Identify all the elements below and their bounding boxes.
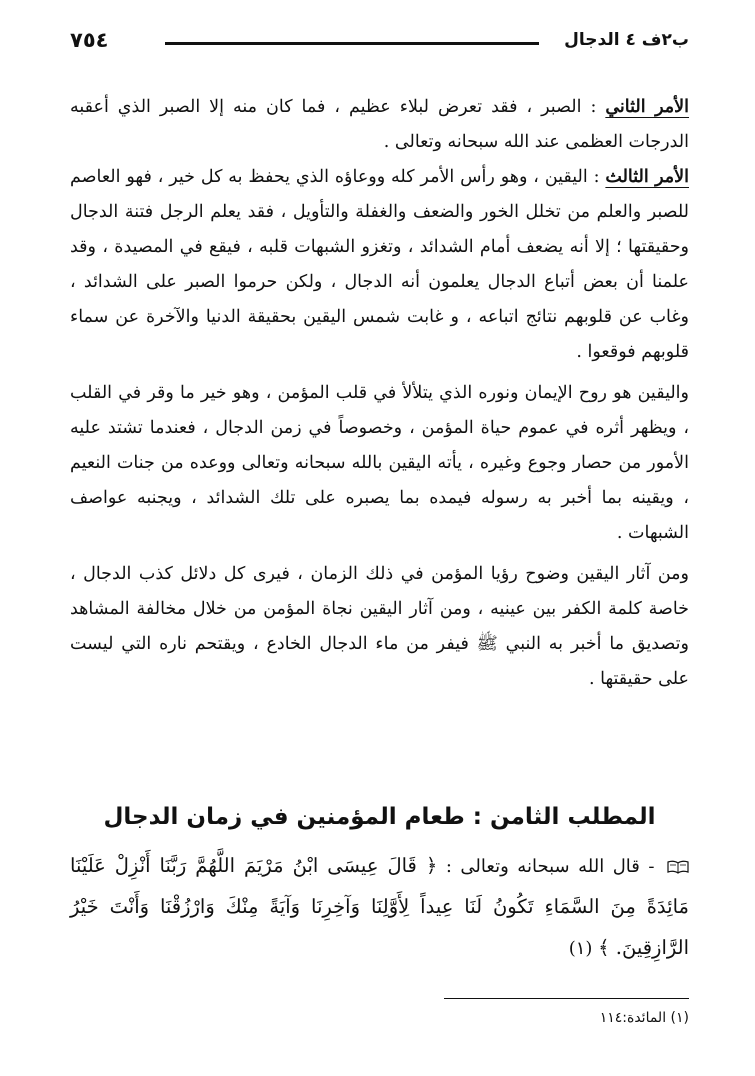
- paragraph-lead: الأمر الثاني: [605, 97, 690, 117]
- paragraph-text: : اليقين ، وهو رأس الأمر كله ووعاؤه الذي يحفظ به كل خير ، فهو العاصم للصبر والعلم من تخلل الخور والضعف والغفلة والتأويل ، فقد يعلم الرجل فتنة الدجال وحقيقتها ؛ إلا أنه يضعف أمام الشدائد ، وتغزو الشبهات قلبه ، فيقع في المصيدة ، وقد علمنا أن بعض أتباع الدجال يعلمون أنه الدجال ، ولكن حرموا الصبر على الشدائد ، وغاب عن قلوبهم نتائج اتباعه ، و غابت شمس اليقين بحقيقة الدنيا والآخرة عن سماء قلوبهم فوقعوا .: [70, 167, 689, 362]
- paragraph: [70, 90, 689, 160]
- header-rule: [165, 42, 539, 45]
- page-number: ٧٥٤: [70, 28, 109, 52]
- section-heading: المطلب الثامن : طعام المؤمنين في زمان الدجال: [103, 804, 656, 830]
- paragraph-lead: الأمر الثالث: [605, 167, 689, 187]
- body-text: [70, 90, 689, 697]
- book-icon: [667, 860, 689, 874]
- paragraph-text: : الصبر ، فقد تعرض لبلاء عظيم ، فما كان منه إلا الصبر الذي أعقبه الدرجات العظمى عند الله سبحانه وتعالى .: [70, 97, 689, 152]
- footnote-rule: [444, 998, 689, 999]
- quote-intro: - قال الله سبحانه وتعالى :: [445, 856, 655, 877]
- chapter-title: ب٢ف ٤ الدجال: [564, 30, 689, 50]
- paragraph: [70, 376, 689, 551]
- paragraph-text: ومن آثار اليقين وضوح رؤيا المؤمن في ذلك الزمان ، فيرى كل دلائل كذب الدجال ، خاصة كلمة الكفر بين عينيه ، ومن آثار اليقين نجاة المؤمن من خلال مخالفة المشاهد وتصديق ما أخبر به النبي ﷺ فيفر من ماء الدجال الخادع ، ويقتحم ناره التي ليست على حقيقتها .: [70, 564, 689, 689]
- page-header: [70, 26, 689, 60]
- paragraph: [70, 160, 689, 370]
- paragraph-text: واليقين هو روح الإيمان ونوره الذي يتلألأ في قلب المؤمن ، وهو خير ما وقر في القلب ، ويظهر أثره في عموم حياة المؤمن ، وخصوصاً في زمن الدجال ، فعندما تشتد عليه الأمور من حصار وجوع وغيره ، يأته اليقين بالله سبحانه وتعالى ووعده من جنات النعيم ، ويقينه بما أخبر به رسوله فيمده بما يصبره على تلك الشدائد ، ويجنبه عواصف الشبهات .: [70, 383, 689, 543]
- quran-verse: ﴿ قَالَ عِيسَى ابْنُ مَرْيَمَ اللَّهُمَّ رَبَّنَا أَنْزِلْ عَلَيْنَا مَائِدَةً مِنَ السَّمَاءِ تَكُونُ لَنَا عِيداً لِأَوَّلِنَا وَآخِرِنَا وَآيَةً مِنْكَ وَارْزُقْنَا وَأَنْتَ خَيْرُ الرَّازِقِينَ. ﴾: [70, 854, 689, 959]
- footnote: (١) المائدة:١١٤: [599, 1010, 689, 1026]
- quran-quote: [70, 846, 689, 969]
- footnote-ref: (١): [568, 938, 593, 959]
- paragraph: [70, 557, 689, 697]
